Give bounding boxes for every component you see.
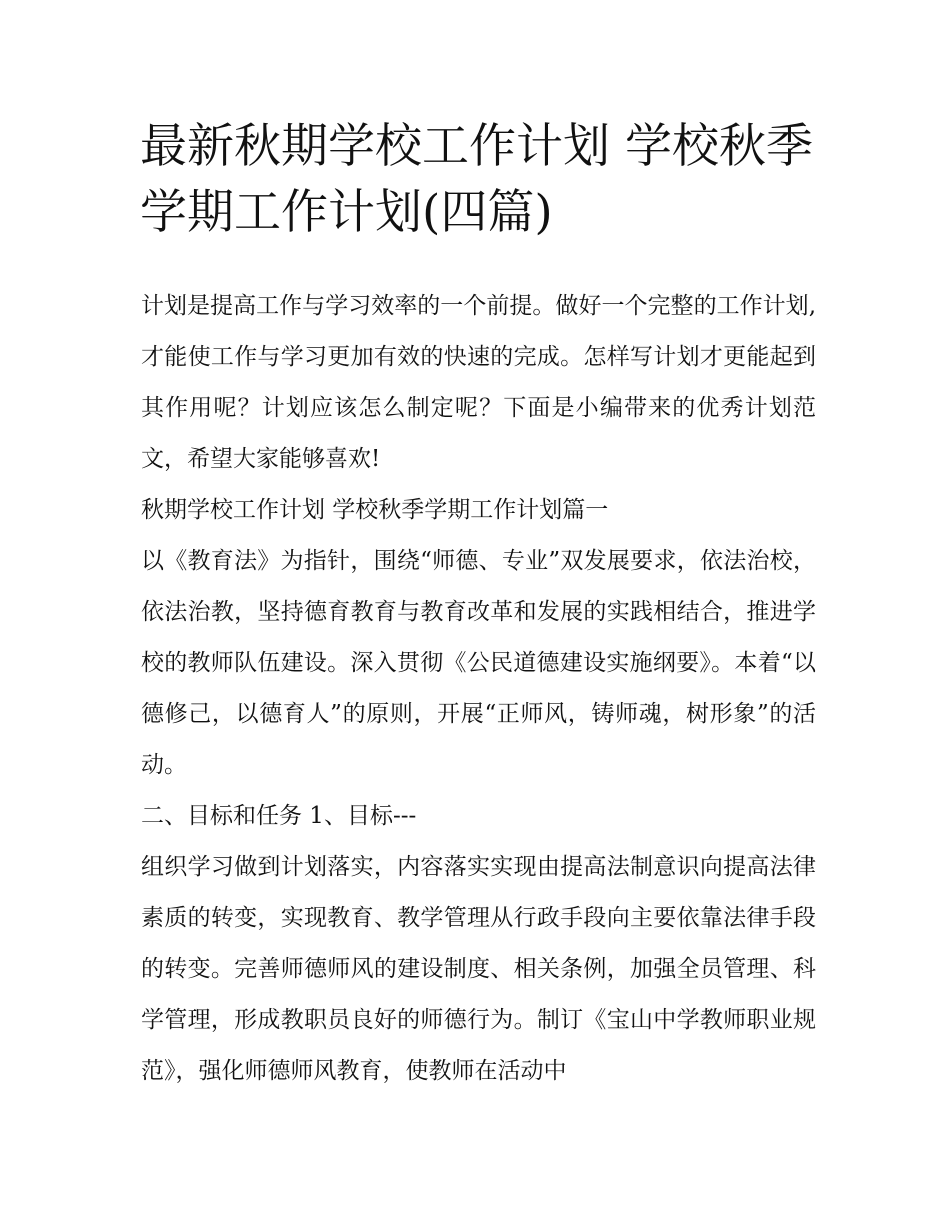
document-title: 最新秋期学校工作计划 学校秋季学期工作计划(四篇) [140, 119, 813, 240]
document-body [141, 281, 816, 1097]
section-heading-1: 秋期学校工作计划 学校秋季学期工作计划篇一 [141, 497, 609, 523]
section-paragraph-1: 以《教育法》为指针，围绕“师德、专业”双发展要求，依法治校，依法治教，坚持德育教育与教育改革和发展的实践相结合，推进学校的教师队伍建设。深入贯彻《公民道德建设实施纲要》。本着“以德修己，以德育人”的原则，开展“正师风，铸师魂，树形象”的活动。 [141, 548, 816, 778]
intro-paragraph: 计划是提高工作与学习效率的一个前提。做好一个完整的工作计划,才能使工作与学习更加有效的快速的完成。怎样写计划才更能起到其作用呢？计划应该怎么制定呢？下面是小编带来的优秀计划范文，希望大家能够喜欢! [141, 293, 816, 472]
section-paragraph-2: 组织学习做到计划落实，内容落实实现由提高法制意识向提高法律素质的转变，实现教育、教学管理从行政手段向主要依靠法律手段的转变。完善师德师风的建设制度、相关条例，加强全员管理、科学管理，形成教职员良好的师德行为。制订《宝山中学教师职业规范》，强化师德师风教育，使教师在活动中 [141, 854, 816, 1084]
section-heading-2: 二、目标和任务 1、目标--- [141, 803, 417, 829]
